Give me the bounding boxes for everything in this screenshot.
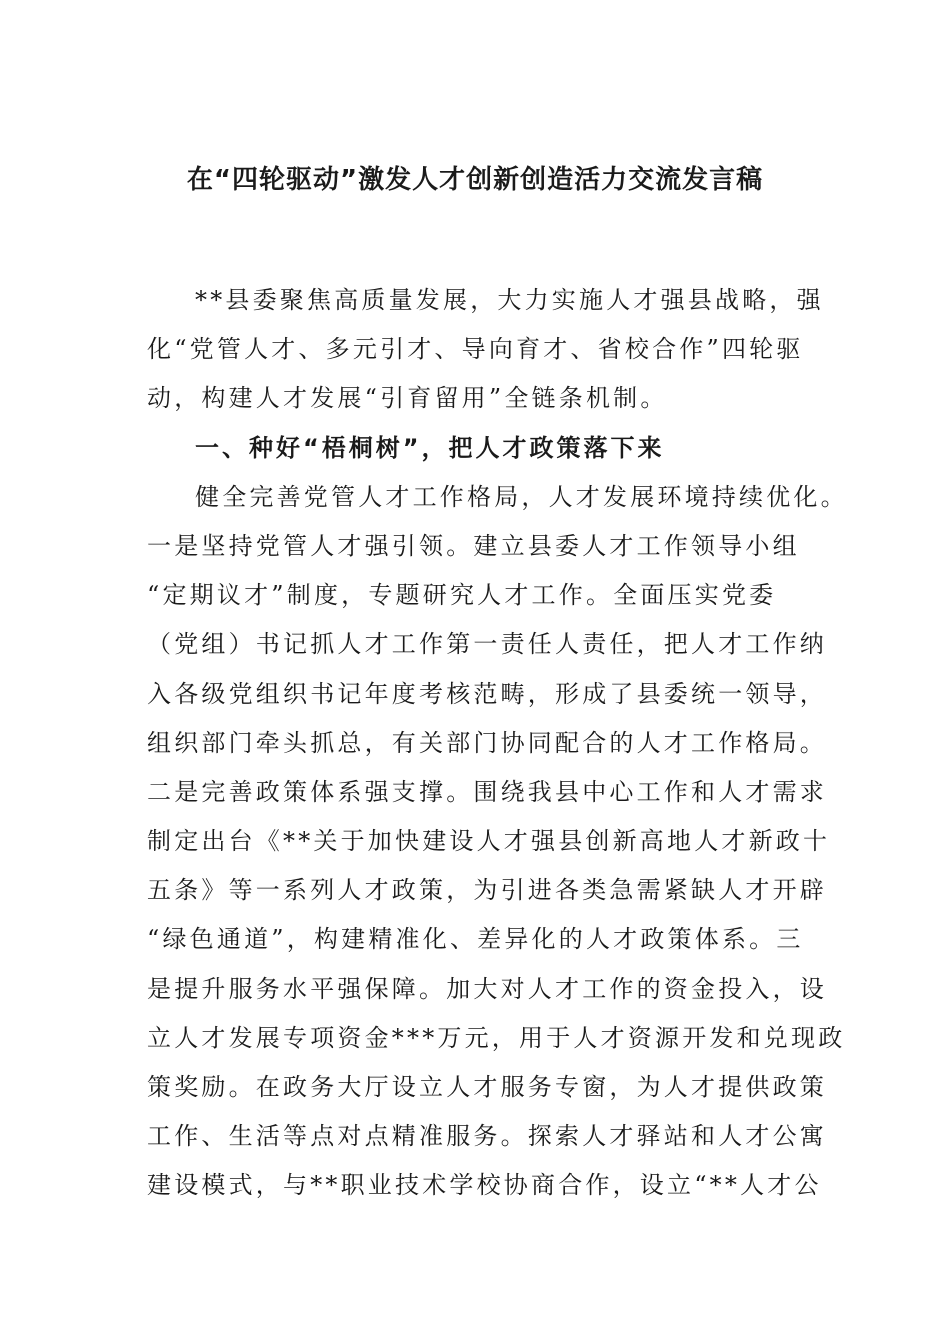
body-line: 一是坚持党管人才强引领。建立县委人才工作领导小组 <box>147 531 800 560</box>
body-line: （党组）书记抓人才工作第一责任人责任，把人才工作纳 <box>147 630 827 659</box>
document-title: 在“四轮驱动”激发人才创新创造活力交流发言稿 <box>186 165 764 195</box>
body-line: 健全完善党管人才工作格局，人才发展环境持续优化。 <box>195 482 848 511</box>
body-line: 组织部门牵头抓总，有关部门协同配合的人才工作格局。 <box>147 728 827 757</box>
section-heading: 一、种好“梧桐树”，把人才政策落下来 <box>195 433 665 462</box>
body-line: “绿色通道”，构建精准化、差异化的人才政策体系。三 <box>147 925 804 954</box>
body-line: 化“党管人才、多元引才、导向育才、省校合作”四轮驱 <box>147 335 804 364</box>
body-line: 是提升服务水平强保障。加大对人才工作的资金投入，设 <box>147 974 827 1003</box>
body-line: 动，构建人才发展“引育留用”全链条机制。 <box>147 384 668 413</box>
body-line: **县委聚焦高质量发展，大力实施人才强县战略，强 <box>195 286 824 314</box>
body-line: 工作、生活等点对点精准服务。探索人才驿站和人才公寓 <box>147 1122 827 1151</box>
body-line: 建设模式，与**职业技术学校协商合作，设立“**人才公 <box>147 1171 822 1200</box>
body-line: “定期议才”制度，专题研究人才工作。全面压实党委 <box>147 581 777 610</box>
body-line: 五条》等一系列人才政策，为引进各类急需紧缺人才开辟 <box>147 876 827 905</box>
body-line: 策奖励。在政务大厅设立人才服务专窗，为人才提供政策 <box>147 1073 827 1101</box>
body-line: 立人才发展专项资金***万元，用于人才资源开发和兑现政 <box>147 1023 846 1052</box>
body-line: 入各级党组织书记年度考核范畴，形成了县委统一领导， <box>147 679 827 708</box>
body-line: 制定出台《**关于加快建设人才强县创新高地人才新政十 <box>147 827 831 856</box>
body-line: 二是完善政策体系强支撑。围绕我县中心工作和人才需求 <box>147 777 827 806</box>
document-body <box>147 276 848 1211</box>
